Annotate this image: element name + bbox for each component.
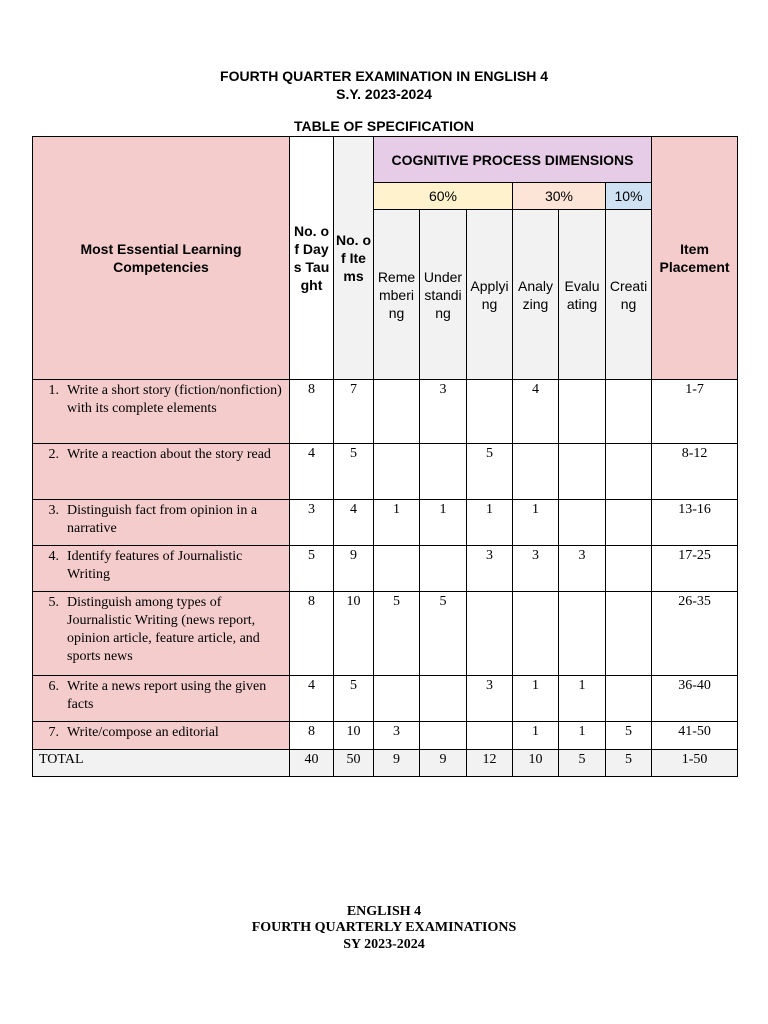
understanding-value: [420, 444, 467, 500]
competency-number: 7.: [48, 725, 59, 740]
competency-text: Write a short story (fiction/nonfiction) with its complete elements: [67, 383, 282, 416]
competency-number: 1.: [48, 383, 59, 398]
total-creating: 5: [606, 750, 652, 777]
days-value: 8: [290, 380, 334, 444]
total-remembering: 9: [374, 750, 420, 777]
evaluating-value: [559, 380, 606, 444]
understanding-value: 3: [420, 380, 467, 444]
competency-text: Write a news report using the given facts: [67, 679, 267, 712]
competency-cell: [33, 380, 290, 444]
placement-value: 41-50: [652, 722, 738, 750]
footer-subject: ENGLISH 4: [346, 904, 422, 919]
competency-text: Write a reaction about the story read: [67, 447, 271, 462]
competency-number: 5.: [48, 595, 59, 610]
applying-value: 1: [467, 500, 513, 546]
total-items: 50: [334, 750, 374, 777]
items-value: 9: [334, 546, 374, 592]
placement-value: 17-25: [652, 546, 738, 592]
analyzing-value: 1: [513, 722, 559, 750]
competency-cell: [33, 546, 290, 592]
analyzing-value: [513, 592, 559, 676]
footer-school-year: SY 2023-2024: [343, 937, 425, 952]
evaluating-value: 3: [559, 546, 606, 592]
school-year: S.Y. 2023-2024: [336, 86, 432, 102]
applying-value: 3: [467, 676, 513, 722]
evaluating-value: 1: [559, 676, 606, 722]
days-taught-header: No. of Days Taught: [290, 137, 334, 380]
table-row: [33, 546, 738, 592]
creating-value: [606, 592, 652, 676]
competency-text: Identify features of Journalistic Writing: [67, 549, 243, 582]
applying-value: [467, 380, 513, 444]
items-value: 5: [334, 444, 374, 500]
table-title: TABLE OF SPECIFICATION: [294, 118, 474, 134]
percent-30: 30%: [513, 183, 606, 210]
remembering-value: [374, 546, 420, 592]
understanding-value: 5: [420, 592, 467, 676]
level-applying: Applying: [467, 210, 513, 380]
items-value: 7: [334, 380, 374, 444]
competency-cell: [33, 592, 290, 676]
creating-value: [606, 500, 652, 546]
creating-value: [606, 676, 652, 722]
days-value: 5: [290, 546, 334, 592]
days-value: 8: [290, 592, 334, 676]
remembering-value: 1: [374, 500, 420, 546]
understanding-value: [420, 546, 467, 592]
analyzing-value: 1: [513, 500, 559, 546]
creating-value: [606, 546, 652, 592]
creating-value: 5: [606, 722, 652, 750]
num-items-header: No. of Items: [334, 137, 374, 380]
table-row: [33, 722, 738, 750]
table-row: [33, 500, 738, 546]
items-value: 10: [334, 722, 374, 750]
evaluating-value: [559, 444, 606, 500]
days-value: 3: [290, 500, 334, 546]
table-row: [33, 676, 738, 722]
exam-title: FOURTH QUARTER EXAMINATION IN ENGLISH 4: [220, 68, 548, 84]
table-row: [33, 592, 738, 676]
total-analyzing: 10: [513, 750, 559, 777]
analyzing-value: 3: [513, 546, 559, 592]
evaluating-value: [559, 592, 606, 676]
creating-value: [606, 444, 652, 500]
footer-exam-name: FOURTH QUARTERLY EXAMINATIONS: [251, 920, 517, 935]
remembering-value: 5: [374, 592, 420, 676]
level-creating: Creating: [606, 210, 652, 380]
item-placement-header: Item Placement: [652, 137, 738, 380]
total-evaluating: 5: [559, 750, 606, 777]
total-row: [33, 750, 738, 777]
analyzing-value: 4: [513, 380, 559, 444]
total-placement: 1-50: [652, 750, 738, 777]
analyzing-value: 1: [513, 676, 559, 722]
competency-text: Distinguish among types of Journalistic Writing (news report, opinion article, feature article, and sports news: [67, 595, 260, 664]
applying-value: [467, 722, 513, 750]
level-remembering: Remembering: [374, 210, 420, 380]
remembering-value: [374, 676, 420, 722]
analyzing-value: [513, 444, 559, 500]
level-analyzing: Analyzing: [513, 210, 559, 380]
days-value: 8: [290, 722, 334, 750]
competency-text: Distinguish fact from opinion in a narrative: [67, 503, 258, 536]
percent-10: 10%: [606, 183, 652, 210]
applying-value: [467, 592, 513, 676]
competency-number: 2.: [48, 447, 59, 462]
table-row: [33, 444, 738, 500]
competencies-header: Most Essential Learning Competencies: [33, 137, 290, 380]
items-value: 5: [334, 676, 374, 722]
competency-number: 6.: [48, 679, 59, 694]
items-value: 10: [334, 592, 374, 676]
creating-value: [606, 380, 652, 444]
placement-value: 8-12: [652, 444, 738, 500]
total-applying: 12: [467, 750, 513, 777]
placement-value: 36-40: [652, 676, 738, 722]
competency-number: 3.: [48, 503, 59, 518]
items-value: 4: [334, 500, 374, 546]
competency-cell: [33, 500, 290, 546]
evaluating-value: 1: [559, 722, 606, 750]
evaluating-value: [559, 500, 606, 546]
level-understanding: Understanding: [420, 210, 467, 380]
remembering-value: 3: [374, 722, 420, 750]
level-evaluating: Evaluating: [559, 210, 606, 380]
total-label: TOTAL: [33, 750, 290, 777]
understanding-value: 1: [420, 500, 467, 546]
days-value: 4: [290, 676, 334, 722]
specification-table: [32, 136, 738, 777]
applying-value: 3: [467, 546, 513, 592]
table-row: [33, 380, 738, 444]
days-value: 4: [290, 444, 334, 500]
total-understanding: 9: [420, 750, 467, 777]
remembering-value: [374, 444, 420, 500]
placement-value: 13-16: [652, 500, 738, 546]
competency-cell: [33, 722, 290, 750]
percent-60: 60%: [374, 183, 513, 210]
competency-cell: [33, 444, 290, 500]
competency-cell: [33, 676, 290, 722]
competency-number: 4.: [48, 549, 59, 564]
understanding-value: [420, 722, 467, 750]
cognitive-dimensions-header: COGNITIVE PROCESS DIMENSIONS: [374, 137, 652, 183]
understanding-value: [420, 676, 467, 722]
remembering-value: [374, 380, 420, 444]
applying-value: 5: [467, 444, 513, 500]
total-days: 40: [290, 750, 334, 777]
competency-text: Write/compose an editorial: [67, 725, 219, 740]
placement-value: 1-7: [652, 380, 738, 444]
placement-value: 26-35: [652, 592, 738, 676]
